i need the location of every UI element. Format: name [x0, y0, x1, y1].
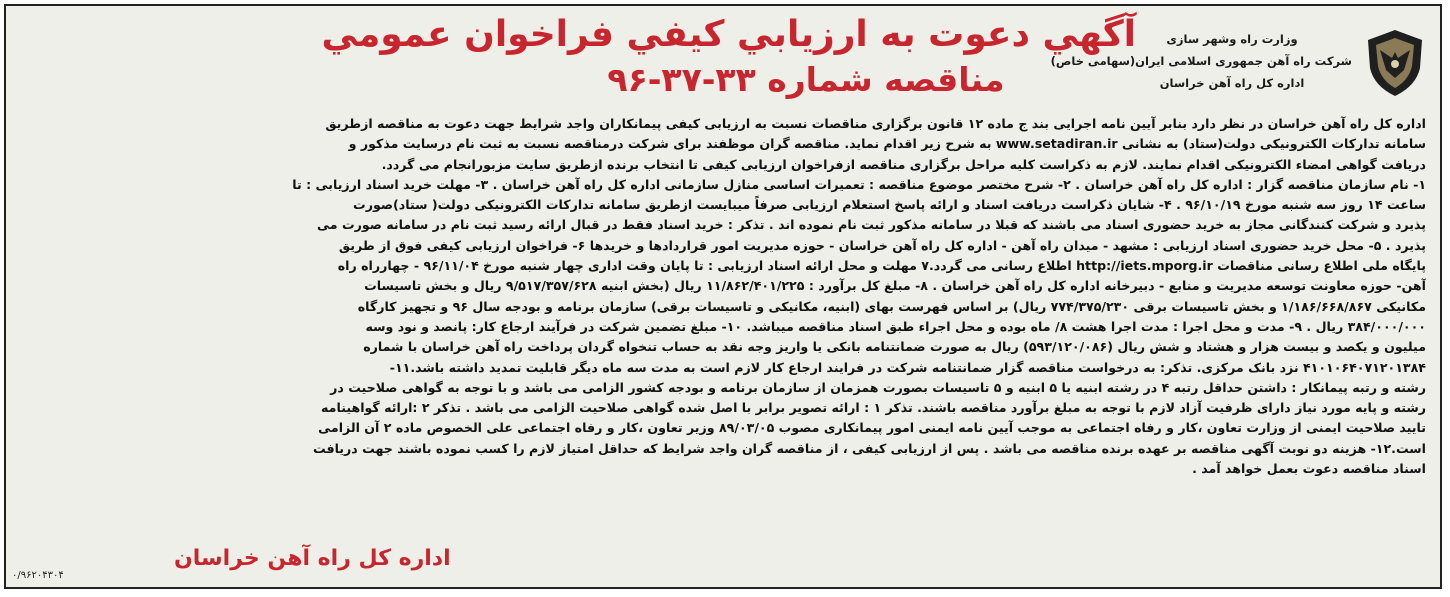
railway-emblem-icon	[1364, 28, 1426, 98]
body-line: آهن- حوزه معاونت توسعه مدیریت و منابع - دبیرخانه اداره کل راه آهن خراسان . ۸- مبلغ کل برآورد : ۱۱/۸۶۲/۴۰۱/۲۲۵ ریال (بخش ابنیه ۹/۵۱۷/۳۵۷/۶۲۸ ریال و بخش تاسیسات	[364, 278, 1426, 294]
body-line: مکانیکی ۱/۱۸۶/۶۶۸/۸۶۷ و بخش تاسیسات برقی ۷۷۴/۳۷۵/۲۳۰ ریال) بر اساس فهرست بهای (ابنیه، مکانیکی و تاسیسات برقی) سازمان برنامه و بودجه سال ۹۶ و تجهیز کارگاه	[357, 298, 1426, 314]
body-line: اداره کل راه آهن خراسان در نظر دارد بنابر آیین نامه اجرایی بند ج ماده ۱۲ قانون برگزاری مناقصات نسبت به ارزیابی کیفی پیمانکاران واجد شرایط جهت دعوت به مناقصه ازطریق	[325, 116, 1426, 131]
body-line: ساعت ۱۴ روز سه شنبه مورخ ۹۶/۱۰/۱۹ . ۴- شایان ذکراست دریافت اسناد و ارائه پاسخ استعلام ارزیابی صرفاً میبایست ازطریق سامانه تدارکات الکترونیکی دولت( ستاد)صورت	[353, 197, 1426, 213]
notice-page	[4, 4, 1442, 589]
ministry-name: وزارت راه وشهر سازی	[1166, 32, 1298, 46]
company-name: شرکت راه آهن جمهوری اسلامی ایران(سهامی خاص)	[1050, 54, 1352, 68]
signature: اداره کل راه آهن خراسان	[174, 546, 451, 571]
body-line: ۴۱۰۱۰۶۴۰۷۱۲۰۱۳۸۴ نزد بانک مرکزی. تذکر: به درخواست مناقصه گزار ضمانتنامه شرکت در فرایند ارجاع کار لازم است به مدت سه ماه دیگر قابلیت تمدید داشته باشد.۱۱-	[389, 359, 1426, 375]
tender-number: مناقصه شماره ۳۳-۳۷-۹۶	[607, 60, 1005, 99]
notice-code: ۰/۹۶۲۰۴۳۰۴	[12, 570, 64, 581]
body-line: رشته و رتبه پیمانکار : داشتن حداقل رتبه ۴ در رشته ابنیه یا ۵ ابنیه و ۵ تاسیسات بصورت همزمان از سازمان برنامه و بودجه کشور الزامی می باشد و با توجه به گواهی صلاحیت در	[330, 379, 1426, 395]
notice-body	[26, 114, 1426, 544]
body-line: ۱- نام سازمان مناقصه گزار : اداره کل راه آهن خراسان . ۲- شرح مختصر موضوع مناقصه : تعمیرات اساسی منازل سازمانی اداره کل راه آهن خراسان . ۳- مهلت خرید اسناد ارزیابی : تا	[292, 176, 1426, 192]
body-line: پایگاه ملی اطلاع رسانی مناقصات http://iets.mporg.ir اطلاع رسانی می گردد.۷ مهلت و محل ارائه اسناد ارزیابی : تا پایان وقت اداری چهار شنبه مورخ ۹۶/۱۱/۰۴ - چهارراه راه	[337, 258, 1426, 274]
body-line: تایید صلاحیت ایمنی از وزارت تعاون ،کار و رفاه اجتماعی به موجب آیین نامه ایمنی امور پیمانکاری مصوب ۸۹/۰۳/۰۵ وزیر تعاون ،کار و رفاه اجتماعی علی الخصوص ماده ۲ آن الزامی	[318, 420, 1426, 436]
organization-lines	[1050, 28, 1352, 94]
body-line: پذیرد و شرکت کنندگانی مجاز به خرید حضوری اسناد می باشند که قبلا در سامانه مذکور ثبت نام نموده اند . تذکر : خرید اسناد فقط در قبال ارائه رسید ثبت نام در سامانه صورت می	[317, 217, 1426, 233]
body-line: ۳۸۴/۰۰۰/۰۰۰ ریال . ۹- مدت و محل اجرا : مدت اجرا هشت ۸/ ماه بوده و محل اجراء طبق اسناد مناقصه میباشد. ۱۰- مبلغ تضمین شرکت در فرآیند ارجاع کار: پانصد و نود وسه	[365, 318, 1426, 334]
organization-block	[1050, 24, 1430, 104]
body-line: پذیرد . ۵- محل خرید حضوری اسناد ارزیابی : مشهد - میدان راه آهن - اداره کل راه آهن خراسان - حوزه مدیریت امور قراردادها و خریدها ۶- فراخوان ارزیابی کیفی فوق از طریق	[338, 237, 1426, 253]
department-name: اداره کل راه آهن خراسان	[1159, 76, 1305, 90]
body-line: سامانه تدارکات الکترونیکی دولت(ستاد) به نشانی www.setadiran.ir به شرح زیر اقدام نماید. مناقصه گران موظفند برای شرکت درمناقصه نسبت به ثبت نام درسایت مذکور و	[348, 136, 1426, 152]
body-line: است.۱۲- هزینه دو نوبت آگهی مناقصه بر عهده برنده مناقصه می باشد . پس از ارزیابی کیفی ، از مناقصه گران واجد شرایط که حداقل امتیاز لازم را کسب نموده باشند جهت دریافت	[313, 440, 1426, 456]
title-block	[321, 12, 1136, 102]
body-line: میلیون و یکصد و بیست هزار و هشتاد و شش ریال (۵۹۳/۱۲۰/۰۸۶) ریال به صورت ضمانتنامه بانکی یا واریز وجه نقد به حساب تنخواه گردان پرداخت راه آهن خراسان با شماره	[363, 339, 1426, 355]
notice-header	[6, 6, 1440, 114]
body-line: دریافت گواهی امضاء الکترونیکی اقدام نمایند. لازم به ذکراست کلیه مراحل برگزاری مناقصه ازفراخوان ارزیابی کیفی تا انتخاب برنده ازطریق سایت مزبورانجام می گردد.	[381, 156, 1426, 172]
body-line: اسناد مناقصه دعوت بعمل خواهد آمد .	[1192, 461, 1426, 477]
notice-title: آگهي دعوت به ارزيابي کيفي فراخوان عمومي	[321, 14, 1136, 55]
body-line: رشته و پایه مورد نیاز دارای ظرفیت آزاد لازم با توجه به مبلغ برآورد مناقصه باشند. تذکر ۱ : ارائه تصویر برابر با اصل شده گواهی صلاحیت الزامی می باشد . تذکر ۲ :ارائه گواهینامه	[321, 400, 1426, 416]
